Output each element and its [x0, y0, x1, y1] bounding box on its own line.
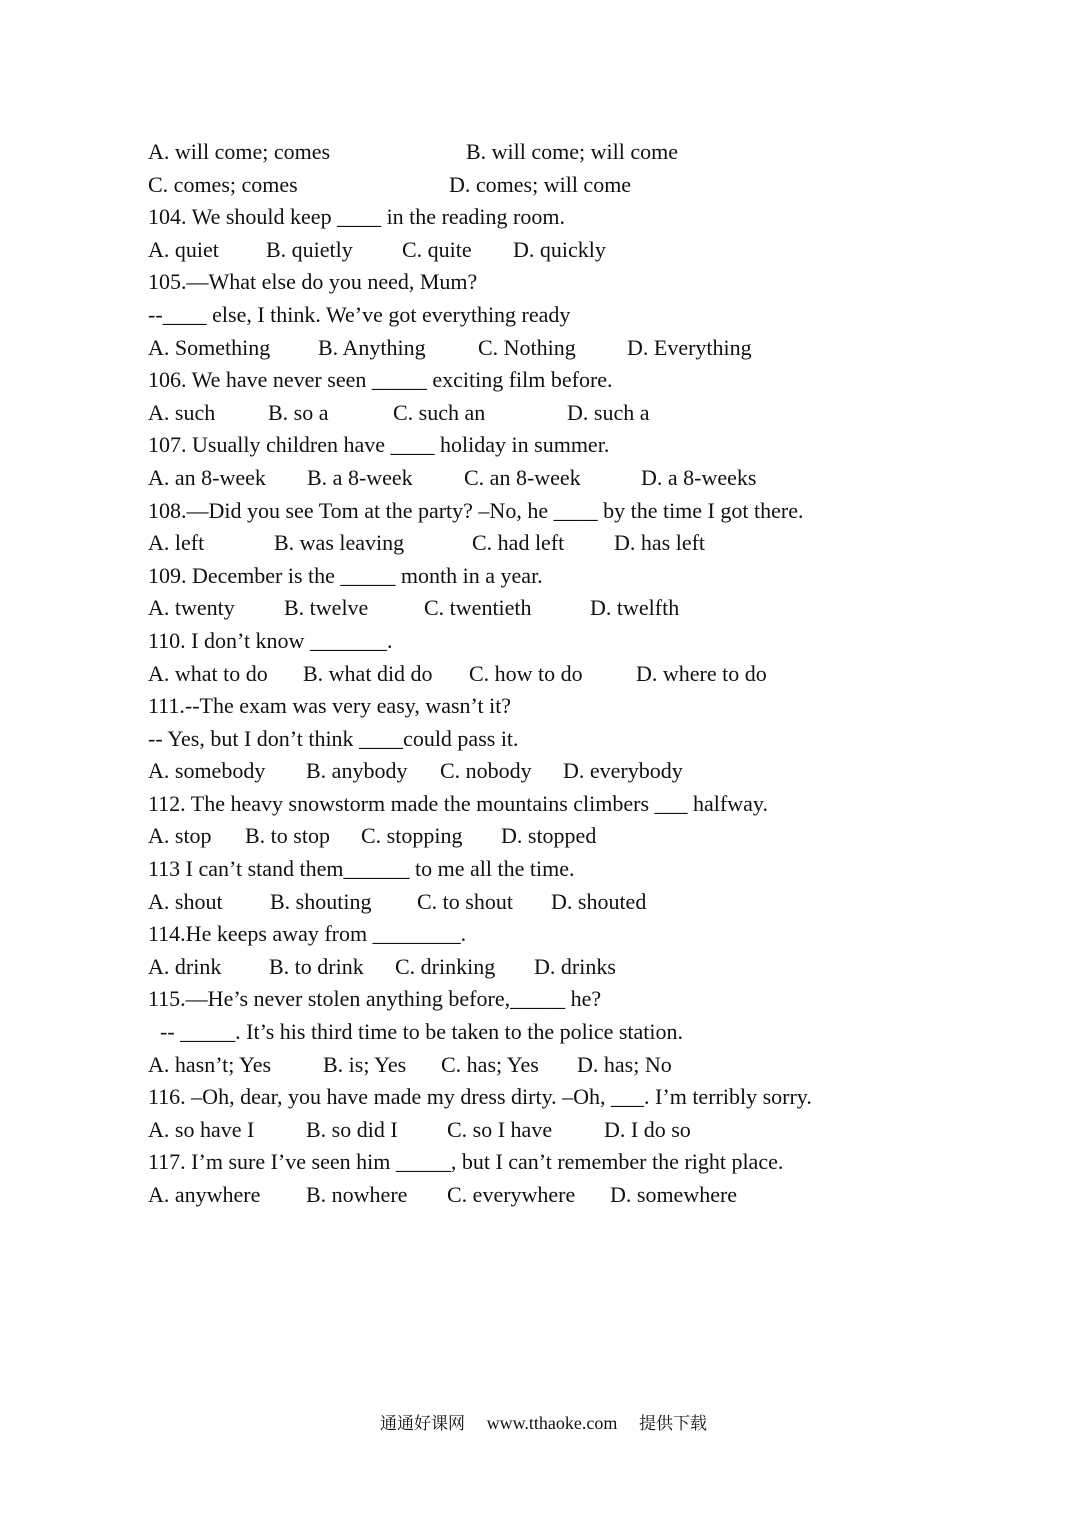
option-c: C. such an — [393, 399, 486, 425]
option-d: D. everybody — [563, 758, 683, 784]
option-b: B. so a — [268, 399, 329, 425]
options-111 — [148, 755, 1048, 788]
option-c: C. had left — [472, 530, 565, 556]
option-a: A. drink — [148, 953, 222, 979]
option-d: D. comes; will come — [449, 171, 632, 197]
option-d: D. drinks — [534, 953, 616, 979]
options-114 — [148, 951, 1048, 984]
question-108: 108.—Did you see Tom at the party? –No, he ____ by the time I got there. — [148, 497, 804, 523]
option-d: D. stopped — [501, 823, 597, 849]
option-c: C. so I have — [447, 1116, 553, 1142]
options-116 — [148, 1114, 1048, 1147]
option-c: C. twentieth — [424, 595, 532, 621]
option-c: C. nobody — [440, 758, 532, 784]
option-d: D. has left — [614, 530, 706, 556]
option-c: C. has; Yes — [441, 1051, 539, 1077]
option-d: D. has; No — [577, 1051, 672, 1077]
option-d: D. I do so — [604, 1116, 691, 1142]
option-a: A. Something — [148, 334, 271, 360]
question-114: 114.He keeps away from ________. — [148, 921, 467, 947]
options-108 — [148, 527, 1048, 560]
option-c: C. Nothing — [478, 334, 576, 360]
options-110 — [148, 658, 1048, 691]
question-111-reply: -- Yes, but I don’t think ____could pass it. — [148, 725, 519, 751]
question-list — [148, 136, 1048, 1212]
option-a: A. anywhere — [148, 1182, 261, 1207]
question-116: 116. –Oh, dear, you have made my dress dirty. –Oh, ___. I’m terribly sorry. — [148, 1084, 812, 1110]
option-a: A. what to do — [148, 660, 268, 686]
option-b: B. quietly — [266, 236, 353, 262]
option-d: D. such a — [567, 399, 650, 425]
option-c: C. quite — [402, 236, 472, 262]
option-a: A. hasn’t; Yes — [148, 1051, 272, 1077]
options-107 — [148, 462, 1048, 495]
option-a: A. so have I — [148, 1116, 255, 1142]
option-line — [148, 169, 1048, 202]
footer-download-note: 提供下载 — [639, 1414, 708, 1434]
option-d: D. quickly — [513, 236, 606, 262]
option-c: C. drinking — [395, 953, 496, 979]
option-b: B. a 8-week — [307, 464, 413, 490]
option-a: A. an 8-week — [148, 464, 266, 490]
option-a: A. stop — [148, 823, 212, 849]
options-113 — [148, 886, 1048, 919]
page-footer — [0, 1409, 1087, 1434]
question-105: 105.—What else do you need, Mum? — [148, 269, 478, 295]
question-109: 109. December is the _____ month in a year. — [148, 562, 543, 588]
option-b: B. will come; will come — [466, 139, 679, 164]
option-d: D. shouted — [551, 888, 647, 914]
option-b: B. to stop — [245, 823, 330, 849]
option-b: B. was leaving — [274, 530, 405, 556]
option-b: B. Anything — [318, 334, 426, 360]
question-115-reply: -- _____. It’s his third time to be taken to the police station. — [160, 1019, 684, 1045]
option-b: B. shouting — [270, 888, 372, 914]
option-c: C. an 8-week — [464, 464, 581, 490]
option-b: B. nowhere — [306, 1182, 408, 1207]
footer-site-link[interactable]: www.tthaoke.com — [486, 1413, 618, 1433]
option-b: B. so did I — [306, 1116, 398, 1142]
question-110: 110. I don’t know _______. — [148, 627, 393, 653]
option-d: D. a 8-weeks — [641, 464, 757, 490]
option-line — [148, 136, 1048, 169]
question-115: 115.—He’s never stolen anything before,_____ he? — [148, 986, 602, 1012]
question-106: 106. We have never seen _____ exciting film before. — [148, 367, 613, 393]
option-c: C. comes; comes — [148, 171, 298, 197]
option-a: A. quiet — [148, 236, 219, 262]
question-111: 111.--The exam was very easy, wasn’t it? — [148, 693, 512, 719]
question-117: 117. I’m sure I’ve seen him _____, but I can’t remember the right place. — [148, 1149, 784, 1175]
options-112 — [148, 820, 1048, 853]
option-a: A. will come; comes — [148, 139, 331, 164]
options-109 — [148, 592, 1048, 625]
option-c: C. stopping — [361, 823, 463, 849]
option-d: D. where to do — [636, 660, 767, 686]
option-c: C. to shout — [417, 888, 513, 914]
option-a: A. somebody — [148, 758, 266, 784]
options-105 — [148, 332, 1048, 365]
option-a: A. left — [148, 530, 205, 556]
option-c: C. how to do — [469, 660, 583, 686]
question-105-reply: --____ else, I think. We’ve got everything ready — [148, 301, 571, 327]
question-113: 113 I can’t stand them______ to me all the time. — [148, 856, 575, 882]
question-107: 107. Usually children have ____ holiday in summer. — [148, 432, 610, 458]
option-b: B. is; Yes — [323, 1051, 407, 1077]
question-104: 104. We should keep ____ in the reading room. — [148, 204, 565, 230]
option-d: D. Everything — [627, 334, 752, 360]
option-a: A. shout — [148, 888, 223, 914]
option-c: C. everywhere — [447, 1182, 576, 1207]
footer-brand: 通通好课网 — [379, 1414, 465, 1434]
option-b: B. what did do — [303, 660, 433, 686]
options-106 — [148, 397, 1048, 430]
options-117 — [148, 1179, 1048, 1212]
option-d: D. twelfth — [590, 595, 680, 621]
option-d: D. somewhere — [610, 1182, 738, 1207]
option-a: A. such — [148, 399, 216, 425]
question-112: 112. The heavy snowstorm made the mountains climbers ___ halfway. — [148, 790, 768, 816]
options-115 — [148, 1049, 1048, 1082]
option-b: B. to drink — [269, 953, 364, 979]
option-b: B. anybody — [306, 758, 408, 784]
option-a: A. twenty — [148, 595, 235, 621]
option-b: B. twelve — [284, 595, 369, 621]
options-104 — [148, 234, 1048, 267]
